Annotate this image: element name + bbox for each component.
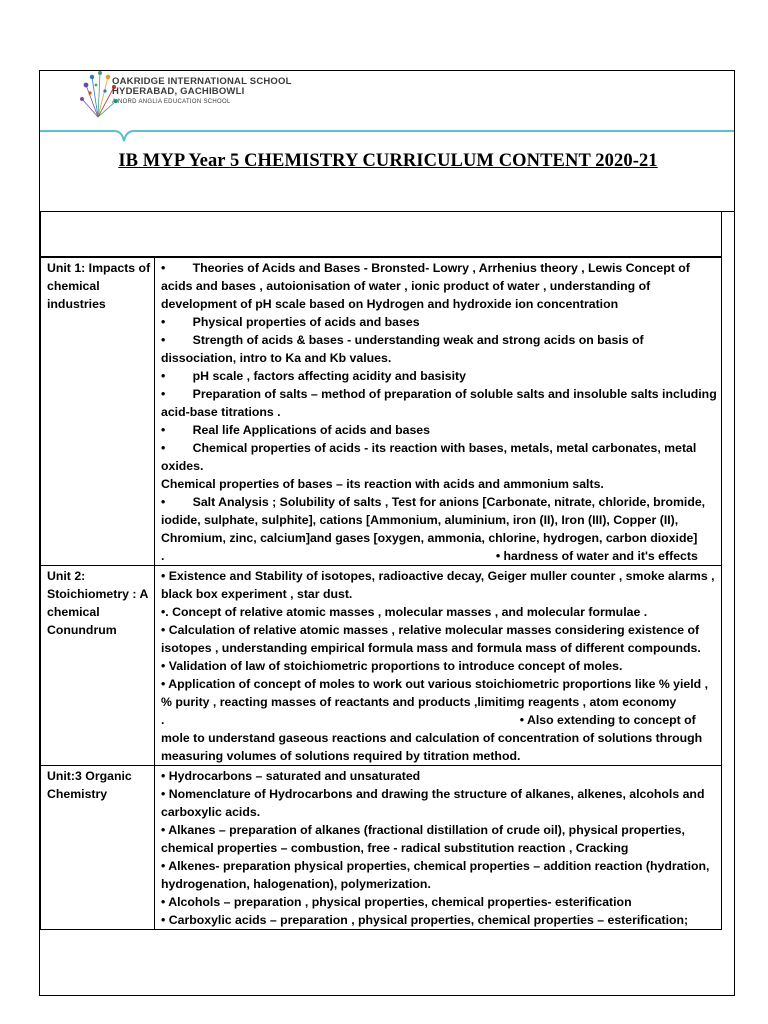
table-row <box>41 258 722 566</box>
unit-name-cell: Unit 2: Stoichiometry : A chemical Conundrum <box>41 566 155 766</box>
document-header <box>40 71 734 212</box>
table-row <box>41 566 722 766</box>
document-page <box>39 70 735 996</box>
school-name-block <box>112 77 292 107</box>
unit-content-cell: • Hydrocarbons – saturated and unsaturated • Nomenclature of Hydrocarbons and drawing the structure of alkanes, alkenes, alcohols and carboxylic acids. • Alkanes – preparation of alkanes (fractional distillation of crude oil), physical properties, chemical properties – combustion, free - radical substitution reaction , Cracking • Alkenes- preparation physical properties, chemical properties – addition reaction (hydration, hydrogenation, halogenation), polymerization. • Alcohols – preparation , physical properties, chemical properties- esterification • Carboxylic acids – preparation , physical properties, chemical properties – esterification; <box>155 766 722 930</box>
table-row <box>41 766 722 930</box>
school-location: HYDERABAD, GACHIBOWLI <box>112 86 245 97</box>
curriculum-table <box>40 257 722 930</box>
document-title: IB MYP Year 5 CHEMISTRY CURRICULUM CONTENT 2020-21 <box>118 151 658 171</box>
unit-content-cell: • Existence and Stability of isotopes, radioactive decay, Geiger muller counter , smoke alarms , black box experiment , star dust. •. Concept of relative atomic masses , molecular masses , and molecular formulae . • Calculation of relative atomic masses , relative molecular masses considering existence of isotopes , understanding empirical formula mass and formula mass of different compounds. • Validation of law of stoichiometric proportions to introduce concept of moles. • Application of concept of moles to work out various stoichiometric proportions like % yield , % purity , reacting masses of reactants and products ,limitimg reagents , atom economy . • Also extending to concept of mole to understand gaseous reactions and calculation of concentration of solutions through measuring volumes of solutions required by titration method. <box>155 566 722 766</box>
school-affiliation: A NORD ANGLIA EDUCATION SCHOOL <box>112 99 231 105</box>
unit-name-cell: Unit:3 Organic Chemistry <box>41 766 155 930</box>
header-divider-line <box>40 129 735 143</box>
empty-table-header <box>40 211 722 257</box>
unit-content-cell: • Theories of Acids and Bases - Bronsted- Lowry , Arrhenius theory , Lewis Concept of acids and bases , autoionisation of water , ionic product of water , understanding of development of pH scale based on Hydrogen and hydroxide ion concentration • Physical properties of acids and bases • Strength of acids & bases - understanding weak and strong acids on basis of dissociation, intro to Ka and Kb values. • pH scale , factors affecting acidity and basisity • Preparation of salts – method of preparation of soluble salts and insoluble salts including acid-base titrations . • Real life Applications of acids and bases • Chemical properties of acids - its reaction with bases, metals, metal carbonates, metal oxides. Chemical properties of bases – its reaction with acids and ammonium salts. • Salt Analysis ; Solubility of salts , Test for anions [Carbonate, nitrate, chloride, bromide, iodide, sulphate, sulphite], cations [Ammonium, aluminium, iron (II), Iron (III), Copper (II), Chromium, zinc, calcium]and gases [oxygen, ammonia, chlorine, hydrogen, carbon dioxide] . • hardness of water and it's effects <box>155 258 722 566</box>
unit-name-cell: Unit 1: Impacts of chemical industries <box>41 258 155 566</box>
school-name: OAKRIDGE INTERNATIONAL SCHOOL <box>112 76 292 87</box>
